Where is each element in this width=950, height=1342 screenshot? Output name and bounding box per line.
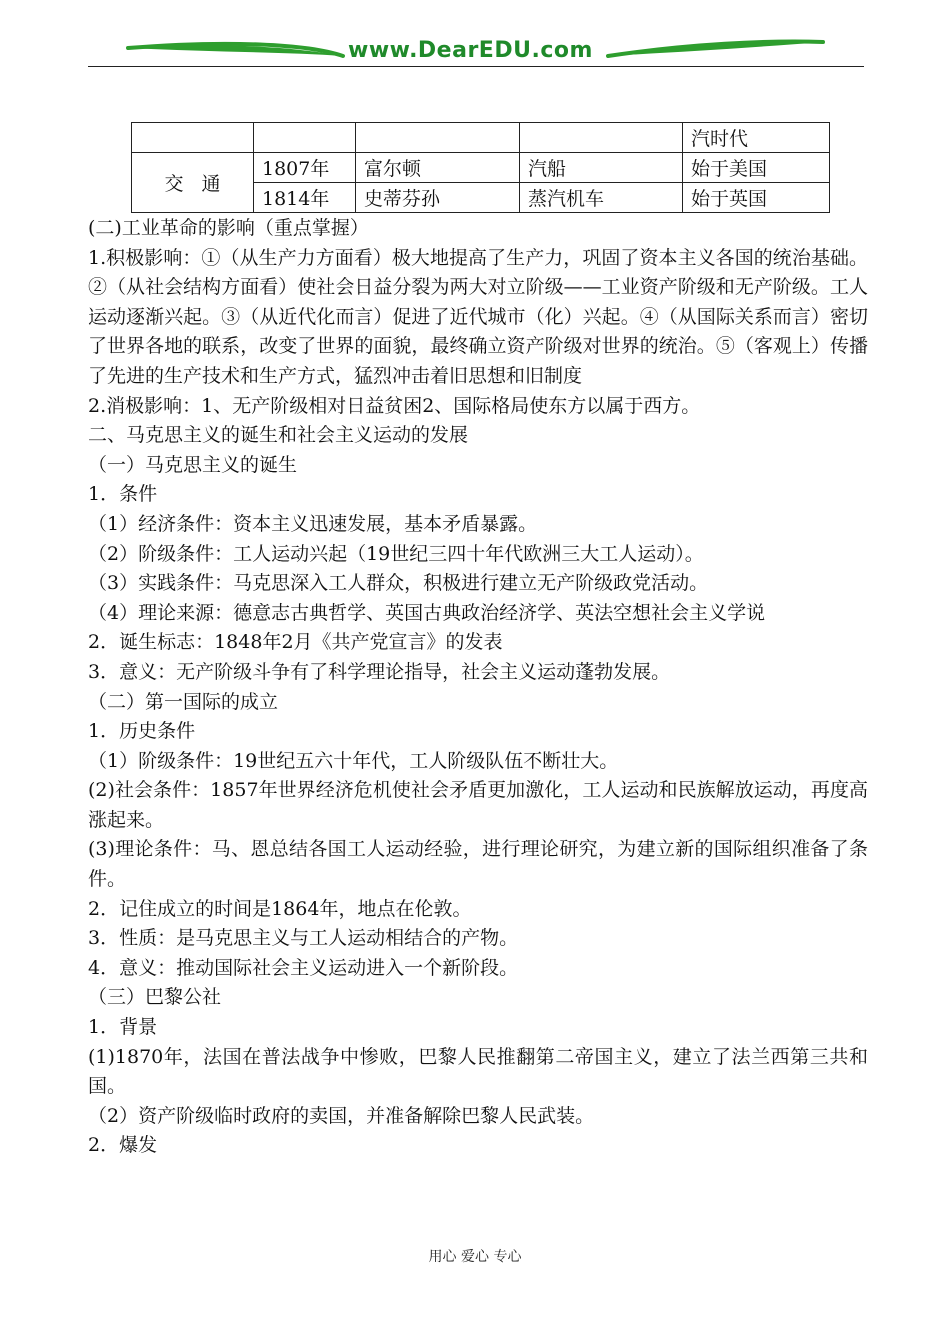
- section-heading: 二、马克思主义的诞生和社会主义运动的发展: [88, 424, 469, 447]
- list-item: （2）阶级条件：工人运动兴起（19世纪三四十年代欧洲三大工人运动）。: [88, 542, 704, 565]
- list-item: 3．性质：是马克思主义与工人运动相结合的产物。: [88, 927, 519, 950]
- section-heading: （一）马克思主义的诞生: [88, 453, 298, 476]
- list-item: 1．背景: [88, 1016, 158, 1039]
- list-item: 3．意义：无产阶级斗争有了科学理论指导，社会主义运动蓬勃发展。: [88, 660, 671, 683]
- table-cell-origin: 始于英国: [683, 183, 830, 213]
- list-item: 1．历史条件: [88, 720, 196, 743]
- section-heading: (二)工业革命的影响（重点掌握）: [88, 217, 369, 239]
- table-cell-year: 1814年: [254, 183, 356, 213]
- list-item: 4．意义：推动国际社会主义运动进入一个新阶段。: [88, 956, 519, 979]
- list-item: （1）阶级条件：19世纪五六十年代，工人阶级队伍不断壮大。: [88, 749, 619, 772]
- list-item: （2）资产阶级临时政府的卖国，并准备解除巴黎人民武装。: [88, 1104, 595, 1127]
- table-cell-inventor: 史蒂芬孙: [356, 183, 520, 213]
- site-logo: www.DearEDU.com: [348, 38, 593, 63]
- table-cell: [356, 123, 520, 153]
- table-cell-origin: 始于美国: [683, 153, 830, 183]
- table-cell-invention: 蒸汽机车: [520, 183, 683, 213]
- paragraph: 1.积极影响：①（从生产力方面看）极大地提高了生产力，巩固了资本主义各国的统治基础。②（从社会结构方面看）使社会日益分裂为两大对立阶级——工业资产阶级和无产阶级。工人运动逐渐兴起。③（从近代化而言）促进了近代城市（化）兴起。④（从国际关系而言）密切了世界各地的联系，改变了世界的面貌，最终确立资产阶级对世界的统治。⑤（客观上）传播了先进的生产技术和生产方式，猛烈冲击着旧思想和旧制度: [88, 246, 868, 387]
- list-item: (2)社会条件：1857年世界经济危机使社会矛盾更加激化，工人运动和民族解放运动，再度高涨起来。: [88, 779, 868, 831]
- table-row: [132, 153, 830, 183]
- table-cell: [254, 123, 356, 153]
- list-item: （3）实践条件：马克思深入工人群众，积极进行建立无产阶级政党活动。: [88, 572, 709, 595]
- list-item: (3)理论条件：马、恩总结各国工人运动经验，进行理论研究，为建立新的国际组织准备了条件。: [88, 838, 868, 891]
- paragraph: 2.消极影响：1、无产阶级相对日益贫困2、国际格局使东方以属于西方。: [88, 394, 701, 417]
- section-heading: （二）第一国际的成立: [88, 690, 279, 713]
- transport-table: [131, 122, 830, 213]
- table-cell-invention: 汽船: [520, 153, 683, 183]
- list-item: （4）理论来源：德意志古典哲学、英国古典政治经济学、英法空想社会主义学说: [88, 601, 766, 624]
- section-heading: （三）巴黎公社: [88, 986, 222, 1009]
- table-cell-year: 1807年: [254, 153, 356, 183]
- table-cell-inventor: 富尔顿: [356, 153, 520, 183]
- list-item: 2．诞生标志：1848年2月《共产党宣言》的发表: [88, 631, 503, 654]
- table-cell: 汽时代: [683, 123, 830, 153]
- document-body: [88, 214, 868, 1161]
- list-item: （1）经济条件：资本主义迅速发展，基本矛盾暴露。: [88, 512, 538, 535]
- list-item: 1．条件: [88, 483, 158, 506]
- header-divider: [88, 66, 864, 67]
- table-row: [132, 123, 830, 153]
- table-cell: [520, 123, 683, 153]
- table-cell: [132, 123, 254, 153]
- list-item: (1)1870年，法国在普法战争中惨败，巴黎人民推翻第二帝国主义，建立了法兰西第三共和国。: [88, 1045, 868, 1098]
- table-cell-category: 交通: [132, 153, 254, 213]
- list-item: 2．爆发: [88, 1134, 158, 1157]
- page-footer: 用心 爱心 专心: [428, 1249, 522, 1265]
- list-item: 2．记住成立的时间是1864年，地点在伦敦。: [88, 897, 472, 920]
